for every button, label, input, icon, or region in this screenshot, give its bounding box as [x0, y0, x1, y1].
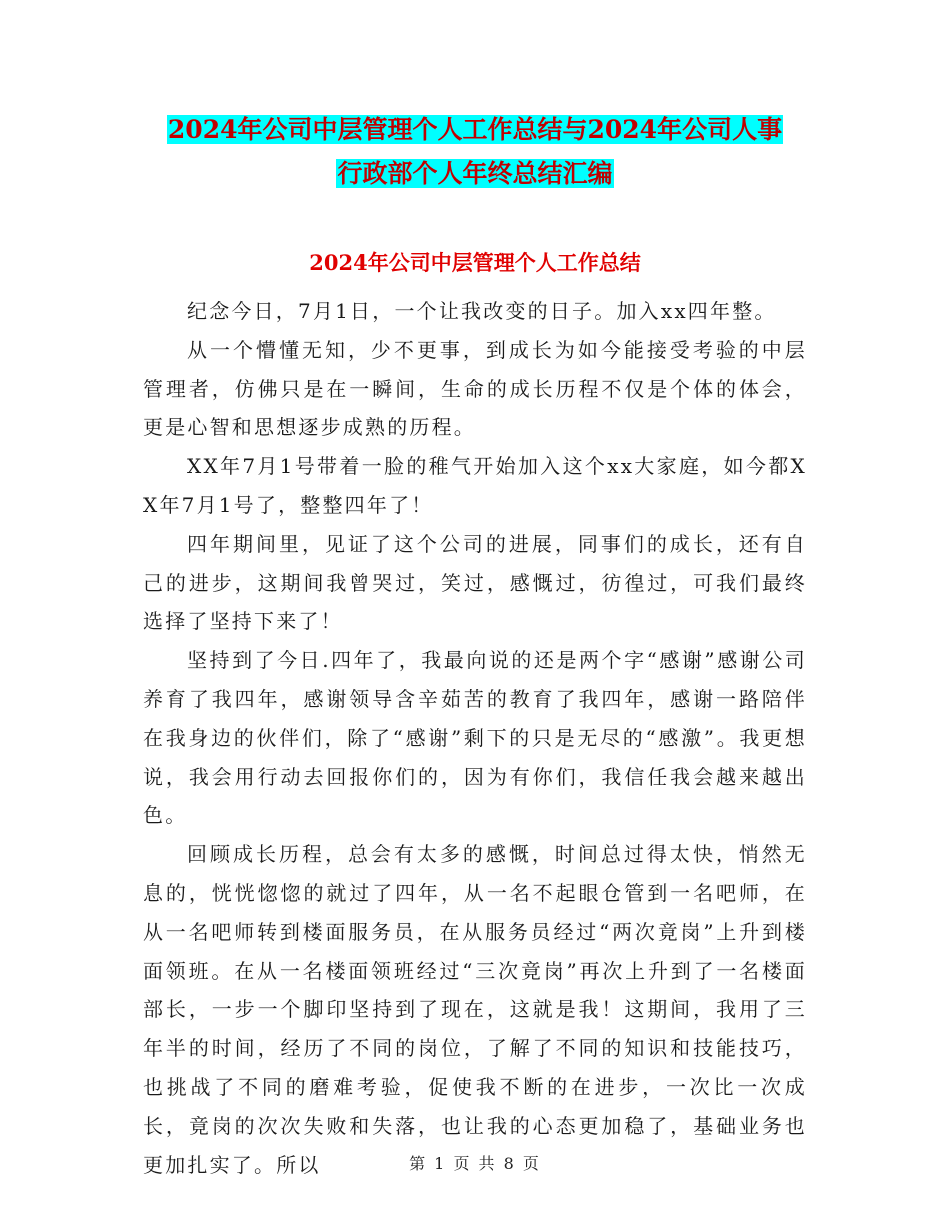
page-footer: 第 1 页 共 8 页	[409, 1154, 541, 1173]
document-title-line-2	[0, 156, 950, 192]
paragraph: 纪念今日，7月1日，一个让我改变的日子。加入xx四年整。	[187, 299, 777, 323]
paragraph: XX年7月1号带着一脸的稚气开始加入这个xx大家庭，如今都XX年7月1号了，整整四年了！	[143, 454, 807, 517]
document-body	[143, 292, 807, 1184]
document-title-text-2: 行政部个人年终总结汇编	[337, 159, 613, 188]
paragraph: 坚持到了今日.四年了，我最向说的还是两个字“感谢”感谢公司养育了我四年，感谢领导含辛茹苦的教育了我四年，感谢一路陪伴在我身边的伙伴们，除了“感谢”剩下的只是无尽的“感激”。我更想说，我会用行动去回报你们的，因为有你们，我信任我会越来越出色。	[143, 648, 807, 828]
document-title-line-1	[0, 112, 950, 148]
paragraph: 回顾成长历程，总会有太多的感慨，时间总过得太快，悄然无息的，恍恍惚惚的就过了四年，从一名不起眼仓管到一名吧师，在从一名吧师转到楼面服务员，在从服务员经过“两次竟岗”上升到楼面领班。在从一名楼面领班经过“三次竟岗”再次上升到了一名楼面部长，一步一个脚印坚持到了现在，这就是我！这期间，我用了三年半的时间，经历了不同的岗位，了解了不同的知识和技能技巧，也挑战了不同的磨难考验，促使我不断的在进步，一次比一次成长，竟岗的次次失败和失落，也让我的心态更加稳了，基础业务也更加扎实了。所以	[143, 842, 807, 1177]
paragraph: 从一个懵懂无知，少不更事，到成长为如今能接受考验的中层管理者，仿佛只是在一瞬间，生命的成长历程不仅是个体的体会，更是心智和思想逐步成熟的历程。	[143, 337, 807, 440]
paragraph: 四年期间里，见证了这个公司的进展，同事们的成长，还有自己的进步，这期间我曾哭过，笑过，感慨过，彷徨过，可我们最终选择了坚持下来了！	[143, 531, 807, 634]
section-title: 2024年公司中层管理个人工作总结	[309, 250, 641, 275]
document-title-text-1: 2024年公司中层管理个人工作总结与2024年公司人事	[167, 115, 783, 144]
